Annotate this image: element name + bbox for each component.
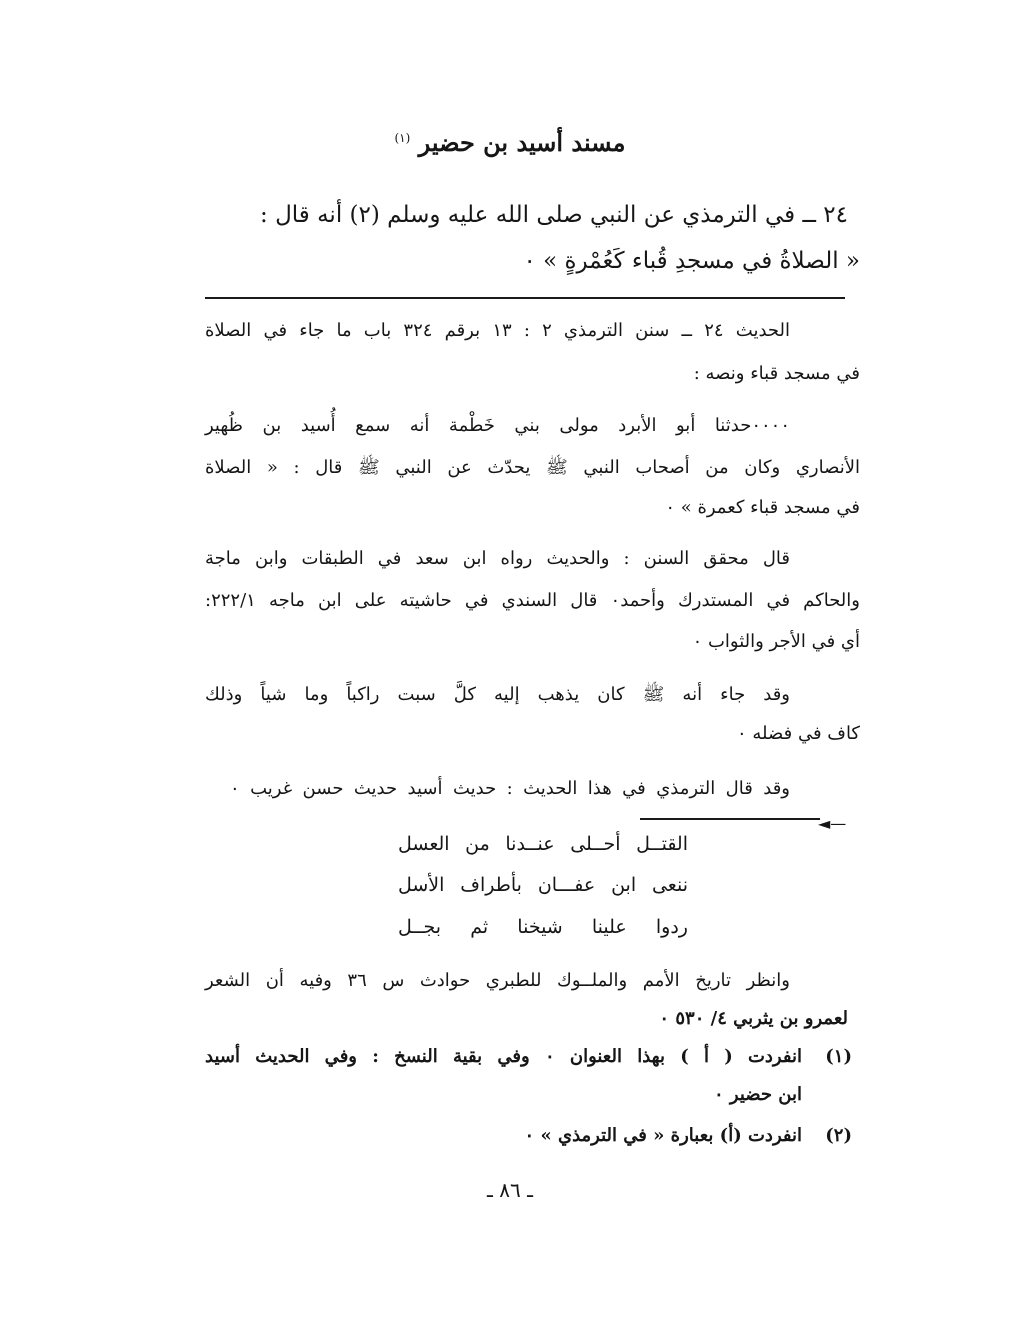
note-line: وقد جاء أنه ﷺ كان يذهب إليه كلَّ سبت راكباً وما شياً وذلك [205, 684, 790, 705]
note-line: في مسجد قباء كعمرة » ٠ [665, 497, 860, 518]
note-line: والحاكم في المستدرك وأحمد٠ قال السندي في حاشيته على ابن ماجه ٢٢٢/١: [205, 590, 860, 611]
note-line: في مسجد قباء ونصه : [693, 363, 860, 384]
note-line: قال محقق السنن : والحديث رواه ابن سعد في الطبقات وابن ماجة [205, 548, 790, 569]
footnote-number: (١) [825, 1046, 852, 1067]
verse-line: القتــل أحــلى عنــدنا من العسل [398, 833, 688, 855]
separator-rule [205, 297, 845, 299]
note-line: الأنصاري وكان من أصحاب النبي ﷺ يحدّث عن النبي ﷺ قال : « الصلاة [205, 457, 860, 478]
chapter-title [0, 128, 1020, 157]
hadith-line-1: ٢٤ ــ في الترمذي عن النبي صلى الله عليه وسلم (٢) أنه قال : [260, 202, 848, 228]
verse-line: ردوا علينا شيخنا ثم بجــل [398, 916, 688, 938]
hadith-line-2: « الصلاةُ في مسجدِ قُباء كَعُمْرةٍ » ٠ [523, 248, 860, 274]
footnote-text: ابن حضير ٠ [713, 1084, 802, 1105]
note-line: ٠٠٠٠حدثنا أبو الأبرد مولى بني خَطْمة أنه سمع أُسيد بن ظُهير [205, 415, 790, 436]
note-line: وانظر تاريخ الأمم والملــوك للطبري حوادث س ٣٦ وفيه أن الشعر [205, 970, 790, 991]
footnote-number: (٢) [825, 1125, 852, 1146]
note-line: وقد قال الترمذي في هذا الحديث : حديث أسيد حديث حسن غريب ٠ [230, 778, 790, 799]
note-line: كاف في فضله ٠ [737, 723, 860, 744]
verse-line: ننعى ابن عفـــان بأطراف الأسل [398, 874, 688, 896]
footnote-text: انفردت ( أ ) بهذا العنوان ٠ وفي بقية النسخ : وفي الحديث أسيد [205, 1046, 802, 1067]
page-number: ـ ٨٦ ـ [487, 1178, 533, 1202]
footnote-text: انفردت (أ) بعبارة « في الترمذي » ٠ [524, 1125, 802, 1146]
title-footnote-marker: (١) [394, 131, 411, 145]
note-line: الحديث ٢٤ ــ سنن الترمذي ٢ : ١٣ برقم ٣٢٤ باب ما جاء في الصلاة [205, 320, 791, 341]
note-line: لعمرو بن يثربي ٤/ ٥٣٠ ٠ [659, 1008, 848, 1029]
arrow-left-icon: ◄— [818, 814, 847, 833]
note-line: أي في الأجر والثواب ٠ [692, 631, 860, 652]
separator-rule-short [640, 818, 820, 820]
chapter-title-text: مسند أسيد بن حضير [418, 128, 626, 157]
